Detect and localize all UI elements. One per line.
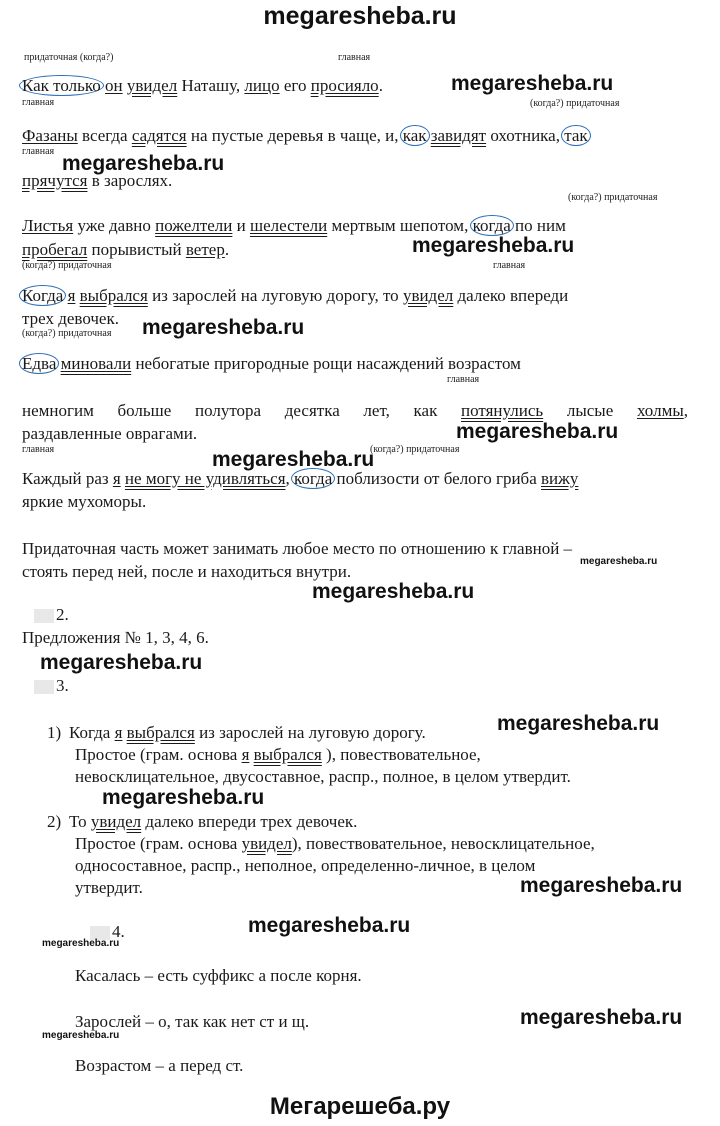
task-3-item-1-desc-2: невосклицательное, двусоставное, распр., полное, в целом утвердит. [75, 767, 571, 786]
watermark: megaresheba.ru [42, 1030, 120, 1041]
label-subordinate: (когда?) придаточная [22, 260, 112, 271]
predicate: увидел [126, 76, 178, 95]
label-subordinate: придаточная (когда?) [24, 52, 114, 63]
conjunction-circled: когда [470, 215, 514, 236]
task-3-number: 3. [34, 676, 69, 696]
label-subordinate: (когда?) придаточная [530, 98, 620, 109]
watermark: megaresheba.ru [412, 234, 575, 257]
number-mark [34, 680, 54, 694]
task-2-number: 2. [34, 605, 69, 625]
watermark: megaresheba.ru [580, 556, 658, 567]
label-subordinate: (когда?) придаточная [22, 328, 112, 339]
conjunction-circled: Едва [19, 353, 59, 374]
task-2-answer: Предложения № 1, 3, 4, 6. [22, 628, 209, 647]
label-main: главная [447, 374, 480, 385]
watermark: megaresheba.ru [497, 712, 660, 735]
label-main: главная [493, 260, 526, 271]
watermark: megaresheba.ru [520, 1006, 683, 1029]
sentence-3-line-1: Листья уже давно пожелтели и шелестели мертвым шепотом, когда по ним [22, 216, 566, 235]
watermark: megaresheba.ru [248, 914, 411, 937]
sentence-5-line-3: раздавленные оврагами. [22, 424, 198, 443]
conjunction-circled: Когда [19, 285, 66, 306]
conjunction-circled: когда [291, 468, 335, 489]
watermark: megaresheba.ru [62, 152, 225, 175]
sentence-6-line-2: яркие мухоморы. [22, 492, 147, 511]
watermark: megaresheba.ru [102, 786, 265, 809]
watermark: megaresheba.ru [42, 938, 120, 949]
task-3-item-2: 2) То увидел далеко впереди трех девочек. [47, 812, 358, 831]
label-main: главная [22, 444, 55, 455]
conclusion-line-2: стоять перед ней, после и находиться внутри. [22, 562, 352, 581]
sentence-3-line-2: пробегал порывистый ветер. [22, 240, 230, 259]
task-4-number: 4. [90, 922, 125, 942]
conjunction-circled: как [400, 125, 430, 146]
page-footer: Мегарешеба.ру [269, 1093, 451, 1120]
sentence-2-line-2: прячутся в зарослях. [22, 171, 173, 190]
sentence-5-line-2: немногим больше полутора десятка лет, как потянулись лысые холмы, [22, 401, 688, 420]
task-3-item-1: 1) Когда я выбрался из зарослей на луговую дорогу. [47, 723, 426, 742]
sentence-4-line-1: Когда я выбрался из зарослей на луговую дорогу, то увидел далеко впереди [22, 286, 568, 306]
predicate: просияло [310, 76, 379, 95]
sentence-2-line-1: Фазаны всегда садятся на пустые деревья в чаще, и, как завидят охотника, так [22, 126, 588, 146]
conclusion-line-1: Придаточная часть может занимать любое место по отношению к главной – [22, 539, 573, 558]
label-main: главная [338, 52, 371, 63]
task-4-line-1: Касалась – есть суффикс а после корня. [75, 966, 362, 985]
conjunction-circled: так [561, 125, 590, 146]
watermark: megaresheba.ru [142, 316, 305, 339]
label-main: главная [22, 146, 55, 157]
sentence-1: Как только он увидел Наташу, лицо его просияло. [22, 76, 383, 96]
task-4-line-2: Зарослей – о, так как нет ст и щ. [75, 1012, 310, 1031]
watermark: megaresheba.ru [212, 448, 375, 471]
task-4-line-3: Возрастом – а перед ст. [75, 1056, 244, 1075]
watermark: megaresheba.ru [40, 651, 203, 674]
number-mark [34, 609, 54, 623]
sentence-5-line-1: Едва миновали небогатые пригородные рощи насаждений возрастом [22, 354, 521, 374]
watermark: megaresheba.ru [520, 874, 683, 897]
watermark: megaresheba.ru [456, 420, 619, 443]
task-3-item-1-desc-1: Простое (грам. основа я выбрался ), повествовательное, [75, 745, 481, 764]
page-header: megaresheba.ru [263, 2, 457, 30]
sentence-6-line-1: Каждый раз я не могу не удивляться, когда поблизости от белого гриба вижу [22, 469, 579, 488]
watermark: megaresheba.ru [451, 72, 614, 95]
watermark: megaresheba.ru [312, 580, 475, 603]
sentence-4-line-2: трех девочек. [22, 309, 119, 328]
task-3-item-2-desc-1: Простое (грам. основа увидел), повествовательное, невосклицательное, [75, 834, 595, 853]
conjunction-circled: Как только [19, 75, 104, 96]
task-3-item-2-desc-2: односоставное, распр., неполное, определенно-личное, в целом [75, 856, 536, 875]
subject: он [105, 76, 123, 95]
label-subordinate: (когда?) придаточная [568, 192, 658, 203]
label-subordinate: (когда?) придаточная [370, 444, 460, 455]
task-3-item-2-desc-3: утвердит. [75, 878, 143, 897]
label-main: главная [22, 97, 55, 108]
subject: лицо [244, 76, 280, 95]
